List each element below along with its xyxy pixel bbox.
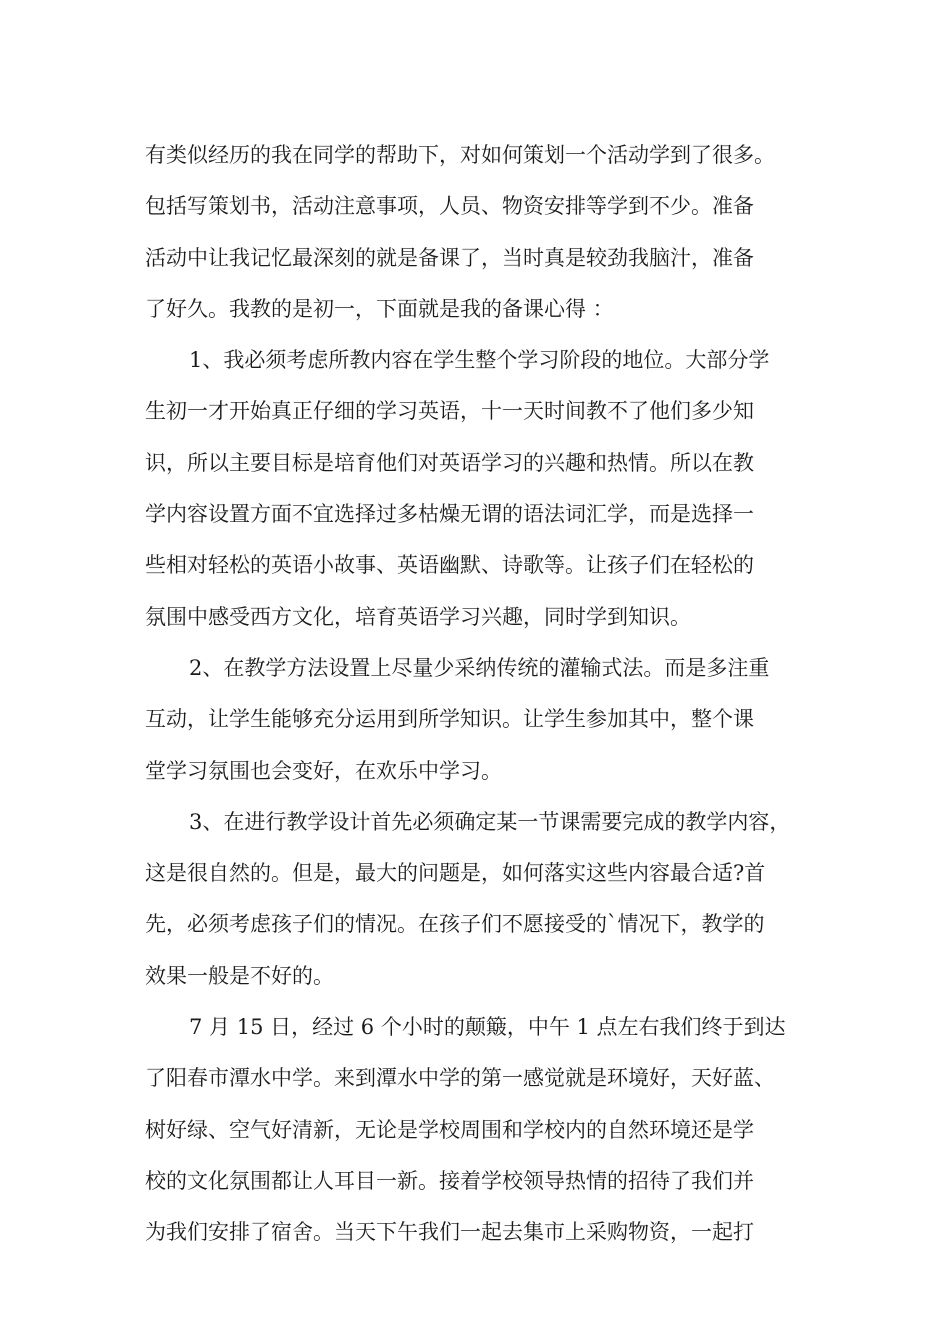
text-line: 1、我必须考虑所教内容在学生整个学习阶段的地位。大部分学 xyxy=(189,348,770,373)
paragraph-point-2 xyxy=(145,643,820,797)
text-line: 堂学习氛围也会变好，在欢乐中学习。 xyxy=(145,758,502,783)
paragraph-point-3 xyxy=(145,797,820,1002)
text-line: 2、在教学方法设置上尽量少采纳传统的灌输式法。而是多注重 xyxy=(189,655,770,680)
text-line: 先，必须考虑孩子们的情况。在孩子们不愿接受的`情况下，教学的 xyxy=(145,912,765,937)
text-line: 了阳春市潭水中学。来到潭水中学的第一感觉就是环境好，天好蓝、 xyxy=(145,1066,775,1091)
text-line: 校的文化氛围都让人耳目一新。接着学校领导热情的招待了我们并 xyxy=(145,1168,754,1193)
text-line: 互动，让学生能够充分运用到所学知识。让学生参加其中，整个课 xyxy=(145,707,754,732)
text-line: 这是很自然的。但是，最大的问题是，如何落实这些内容最合适?首 xyxy=(145,861,766,886)
text-line: 树好绿、空气好清新，无论是学校周围和学校内的自然环境还是学 xyxy=(145,1117,754,1142)
text-line: 生初一才开始真正仔细的学习英语，十一天时间教不了他们多少知 xyxy=(145,399,754,424)
text-line: 效果一般是不好的。 xyxy=(145,963,334,988)
text-line: 些相对轻松的英语小故事、英语幽默、诗歌等。让孩子们在轻松的 xyxy=(145,553,754,578)
paragraph-intro xyxy=(145,130,820,335)
text-line: 氛围中感受西方文化，培育英语学习兴趣，同时学到知识。 xyxy=(145,604,691,629)
paragraph-july-15 xyxy=(145,1002,820,1258)
text-line: 识，所以主要目标是培育他们对英语学习的兴趣和热情。所以在教 xyxy=(145,450,754,475)
text-line: 有类似经历的我在同学的帮助下，对如何策划一个活动学到了很多。 xyxy=(145,143,775,167)
text-line: 7 月 15 日，经过 6 个小时的颠簸，中午 1 点左右我们终于到达 xyxy=(189,1015,786,1040)
text-line: 活动中让我记忆最深刻的就是备课了，当时真是较劲我脑汁，准备 xyxy=(145,245,754,270)
text-line: 3、在进行教学设计首先必须确定某一节课需要完成的教学内容， xyxy=(189,809,791,834)
text-line: 为我们安排了宿舍。当天下午我们一起去集市上采购物资，一起打 xyxy=(145,1220,754,1245)
text-line: 了好久。我教的是初一，下面就是我的备课心得 ： xyxy=(145,296,614,321)
paragraph-point-1 xyxy=(145,335,820,643)
document-body xyxy=(145,130,820,1259)
text-line: 学内容设置方面不宜选择过多枯燥无谓的语法词汇学，而是选择一 xyxy=(145,502,754,527)
text-line: 包括写策划书，活动注意事项，人员、物资安排等学到不少。准备 xyxy=(145,194,754,219)
